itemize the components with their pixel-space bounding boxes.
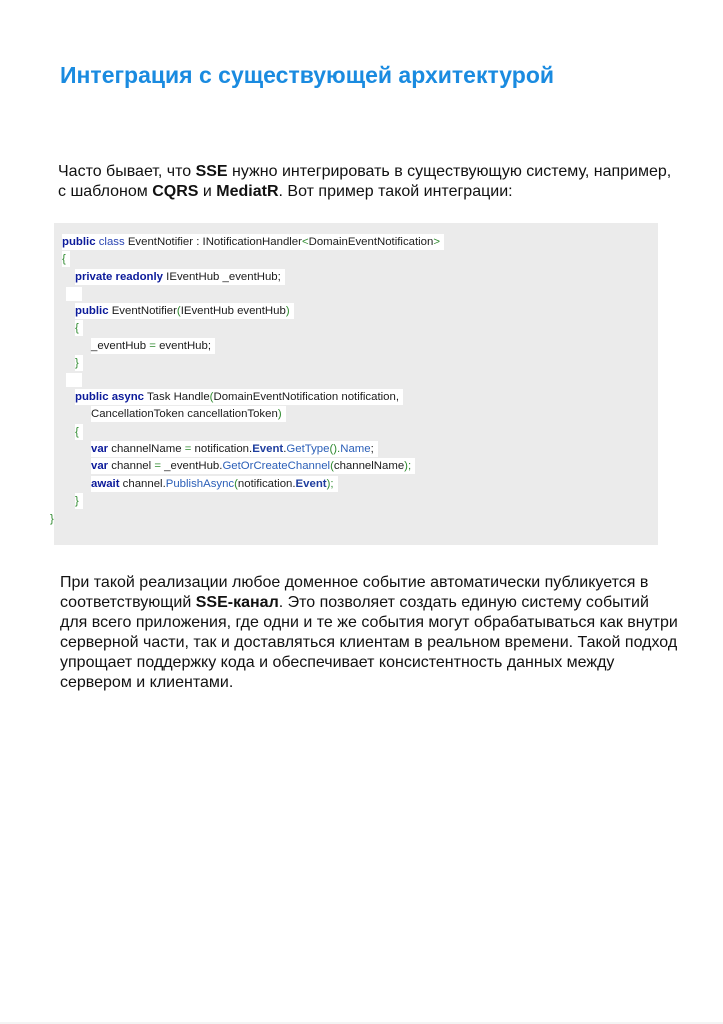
code-line-3: private readonly IEventHub _eventHub; [75,269,285,285]
code-line-13: var channelName = notification.Event.GetType().Name; [91,441,378,457]
code-line-7: _eventHub = eventHub; [91,338,215,354]
outro-paragraph: При такой реализации любое доменное событие автоматически публикуется в соответствующий SSE-канал. Это позволяет создать единую систему событий для всего приложения, где одни и те же события могут обрабатываться как внутри серверной части, так и доставляться клиентам в реальном времени. Такой подход упрощает поддержку кода и обеспечивает консистентность данных между сервером и клиентами. [60,574,678,691]
intro-paragraph: Часто бывает, что SSE нужно интегрировать в существующую систему, например, с шаблоном CQRS и MediatR. Вот пример такой интеграции: [58,163,672,200]
code-blank-line [66,287,82,301]
code-line-10: public async Task Handle(DomainEventNotification notification, [75,389,403,405]
code-line-15: await channel.PublishAsync(notification.Event); [91,476,338,492]
code-line-12: { [75,424,83,440]
code-line-14: var channel = _eventHub.GetOrCreateChannel(channelName); [91,458,415,474]
code-line-6: { [75,320,83,336]
code-blank-line [66,373,82,387]
code-line-2: { [62,251,70,267]
code-line-16: } [75,493,83,509]
page-title: Интеграция с существующей архитектурой [60,62,555,88]
code-line-8: } [75,355,83,371]
code-block [50,223,658,545]
code-line-17: } [50,513,54,525]
code-line-1: public class EventNotifier : INotificationHandler<DomainEventNotification> [62,234,444,250]
code-line-5: public EventNotifier(IEventHub eventHub) [75,303,294,319]
code-line-11: CancellationToken cancellationToken) [91,406,286,422]
